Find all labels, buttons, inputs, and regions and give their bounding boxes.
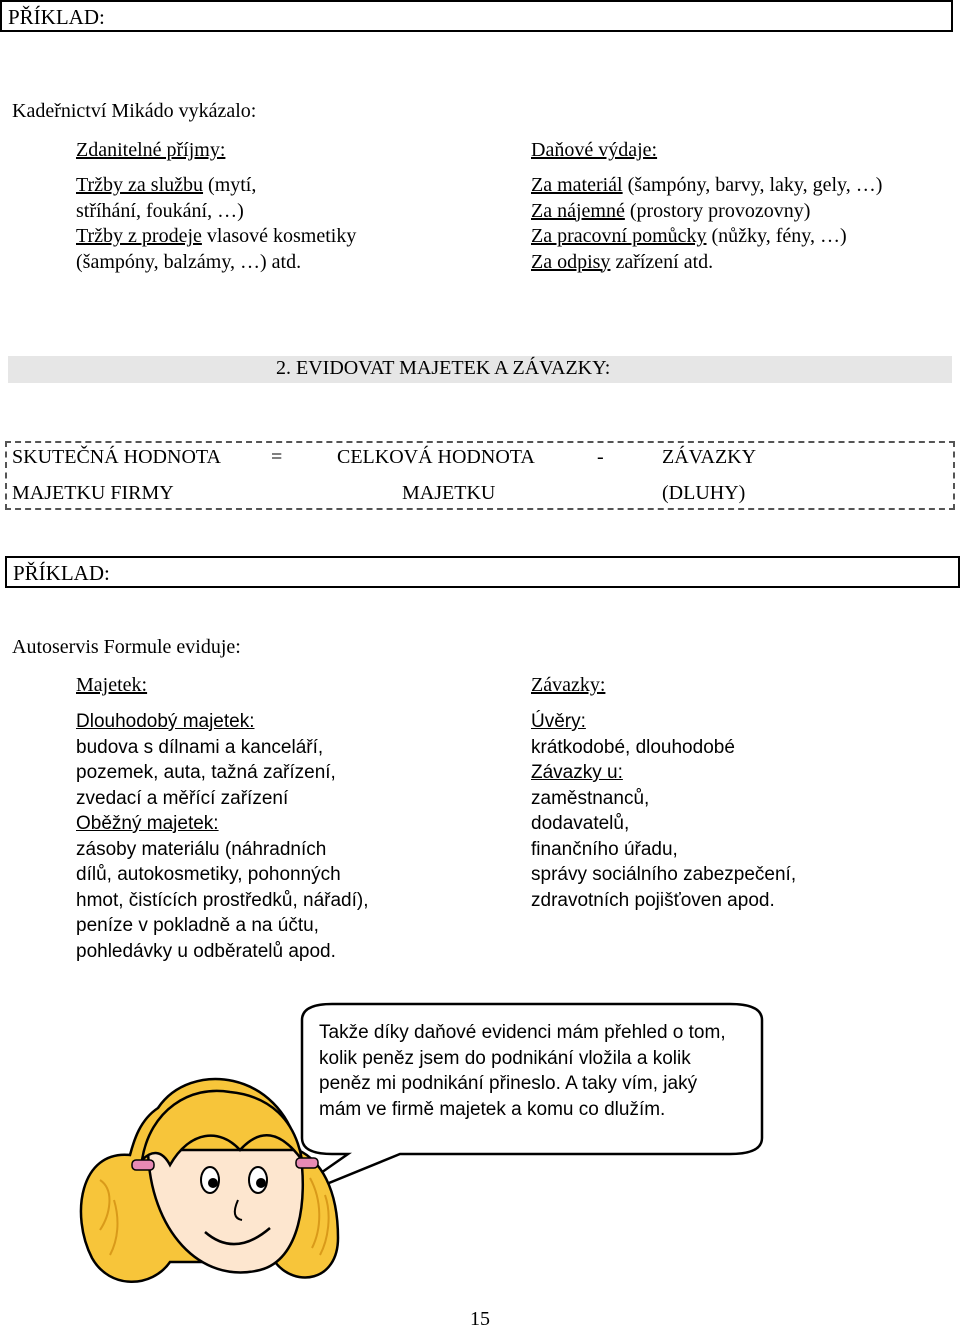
owed-label: Závazky u: [531, 762, 623, 783]
hair-clip-icon [296, 1158, 318, 1168]
assets-heading: Majetek: [76, 674, 148, 696]
asset-line: hmot, čistících prostředků, nářadí), [76, 889, 369, 911]
page-number: 15 [470, 1308, 490, 1330]
liability-line: správy sociálního zabezpečení, [531, 864, 797, 885]
formula-left-2: MAJETKU FIRMY [12, 482, 174, 504]
expense-line: Za nájemné (prostory provozovny) [531, 199, 811, 222]
liabilities-heading: Závazky: [531, 674, 606, 696]
example-box-2-label: PŘÍKLAD: [13, 561, 110, 585]
formula-equals: = [271, 446, 283, 468]
speech-line: mám ve firmě majetek a komu co dlužím. [319, 1098, 666, 1120]
example1-intro: Kadeřnictví Mikádo vykázalo: [12, 100, 257, 122]
asset-line: pozemek, auta, tažná zařízení, [76, 762, 336, 783]
liability-line: krátkodobé, dlouhodobé [531, 736, 735, 758]
speech-text [319, 1020, 726, 1122]
income-line: stříhání, foukání, …) [76, 199, 244, 222]
liabilities-list [531, 709, 796, 913]
section-band [8, 356, 952, 383]
income-line: (šampóny, balzámy, …) atd. [76, 250, 302, 273]
long-term-label: Dlouhodobý majetek: [76, 711, 255, 732]
formula-middle-2: MAJETKU [402, 482, 496, 504]
speech-line: kolik peněz jsem do podnikání vložila a kolik [319, 1047, 691, 1069]
formula-right-2: (DLUHY) [662, 482, 746, 504]
income-line: Tržby z prodeje vlasové kosmetiky [76, 225, 357, 247]
income-heading: Zdanitelné příjmy: [76, 139, 226, 161]
asset-line: zásoby materiálu (náhradních [76, 838, 327, 860]
example-box-1-label: PŘÍKLAD: [8, 5, 105, 29]
asset-line: pohledávky u odběratelů apod. [76, 940, 336, 962]
asset-line: budova s dílnami a kanceláří, [76, 736, 324, 758]
expenses-list [531, 173, 882, 275]
expense-line: Za odpisy zařízení atd. [531, 250, 714, 273]
liability-line: finančního úřadu, [531, 838, 678, 860]
formula-middle-1: CELKOVÁ HODNOTA [337, 446, 535, 468]
income-list [76, 173, 356, 275]
asset-line: zvedací a měřící zařízení [76, 787, 289, 809]
formula-minus: - [597, 446, 604, 468]
loans-label: Úvěry: [531, 711, 586, 732]
income-line: Tržby za službu (mytí, [76, 174, 257, 196]
asset-line: peníze v pokladně a na účtu, [76, 915, 319, 936]
speech-line: peněz mi podnikání přineslo. A taky vím, jaký [319, 1073, 698, 1094]
expenses-heading: Daňové výdaje: [531, 139, 658, 161]
example2-intro: Autoservis Formule eviduje: [12, 636, 241, 658]
speech-line: Takže díky daňové evidenci mám přehled o tom, [319, 1022, 726, 1043]
section-title: 2. EVIDOVAT MAJETEK A ZÁVAZKY: [276, 357, 611, 379]
liability-line: dodavatelů, [531, 813, 630, 834]
current-label: Oběžný majetek: [76, 813, 219, 834]
asset-line: dílů, autokosmetiky, pohonných [76, 864, 341, 885]
liability-line: zdravotních pojišťoven apod. [531, 889, 775, 911]
example-box-2 [5, 556, 960, 588]
expense-line: Za pracovní pomůcky (nůžky, fény, …) [531, 225, 847, 247]
expense-line: Za materiál (šampóny, barvy, laky, gely, …) [531, 174, 883, 196]
assets-list [76, 709, 369, 964]
liability-line: zaměstnanců, [531, 787, 650, 809]
formula-left-1: SKUTEČNÁ HODNOTA [12, 446, 221, 468]
formula-box [5, 441, 955, 510]
hair-clip-icon [132, 1160, 154, 1170]
example-box-1 [0, 0, 953, 32]
formula-right-1: ZÁVAZKY [662, 446, 757, 468]
